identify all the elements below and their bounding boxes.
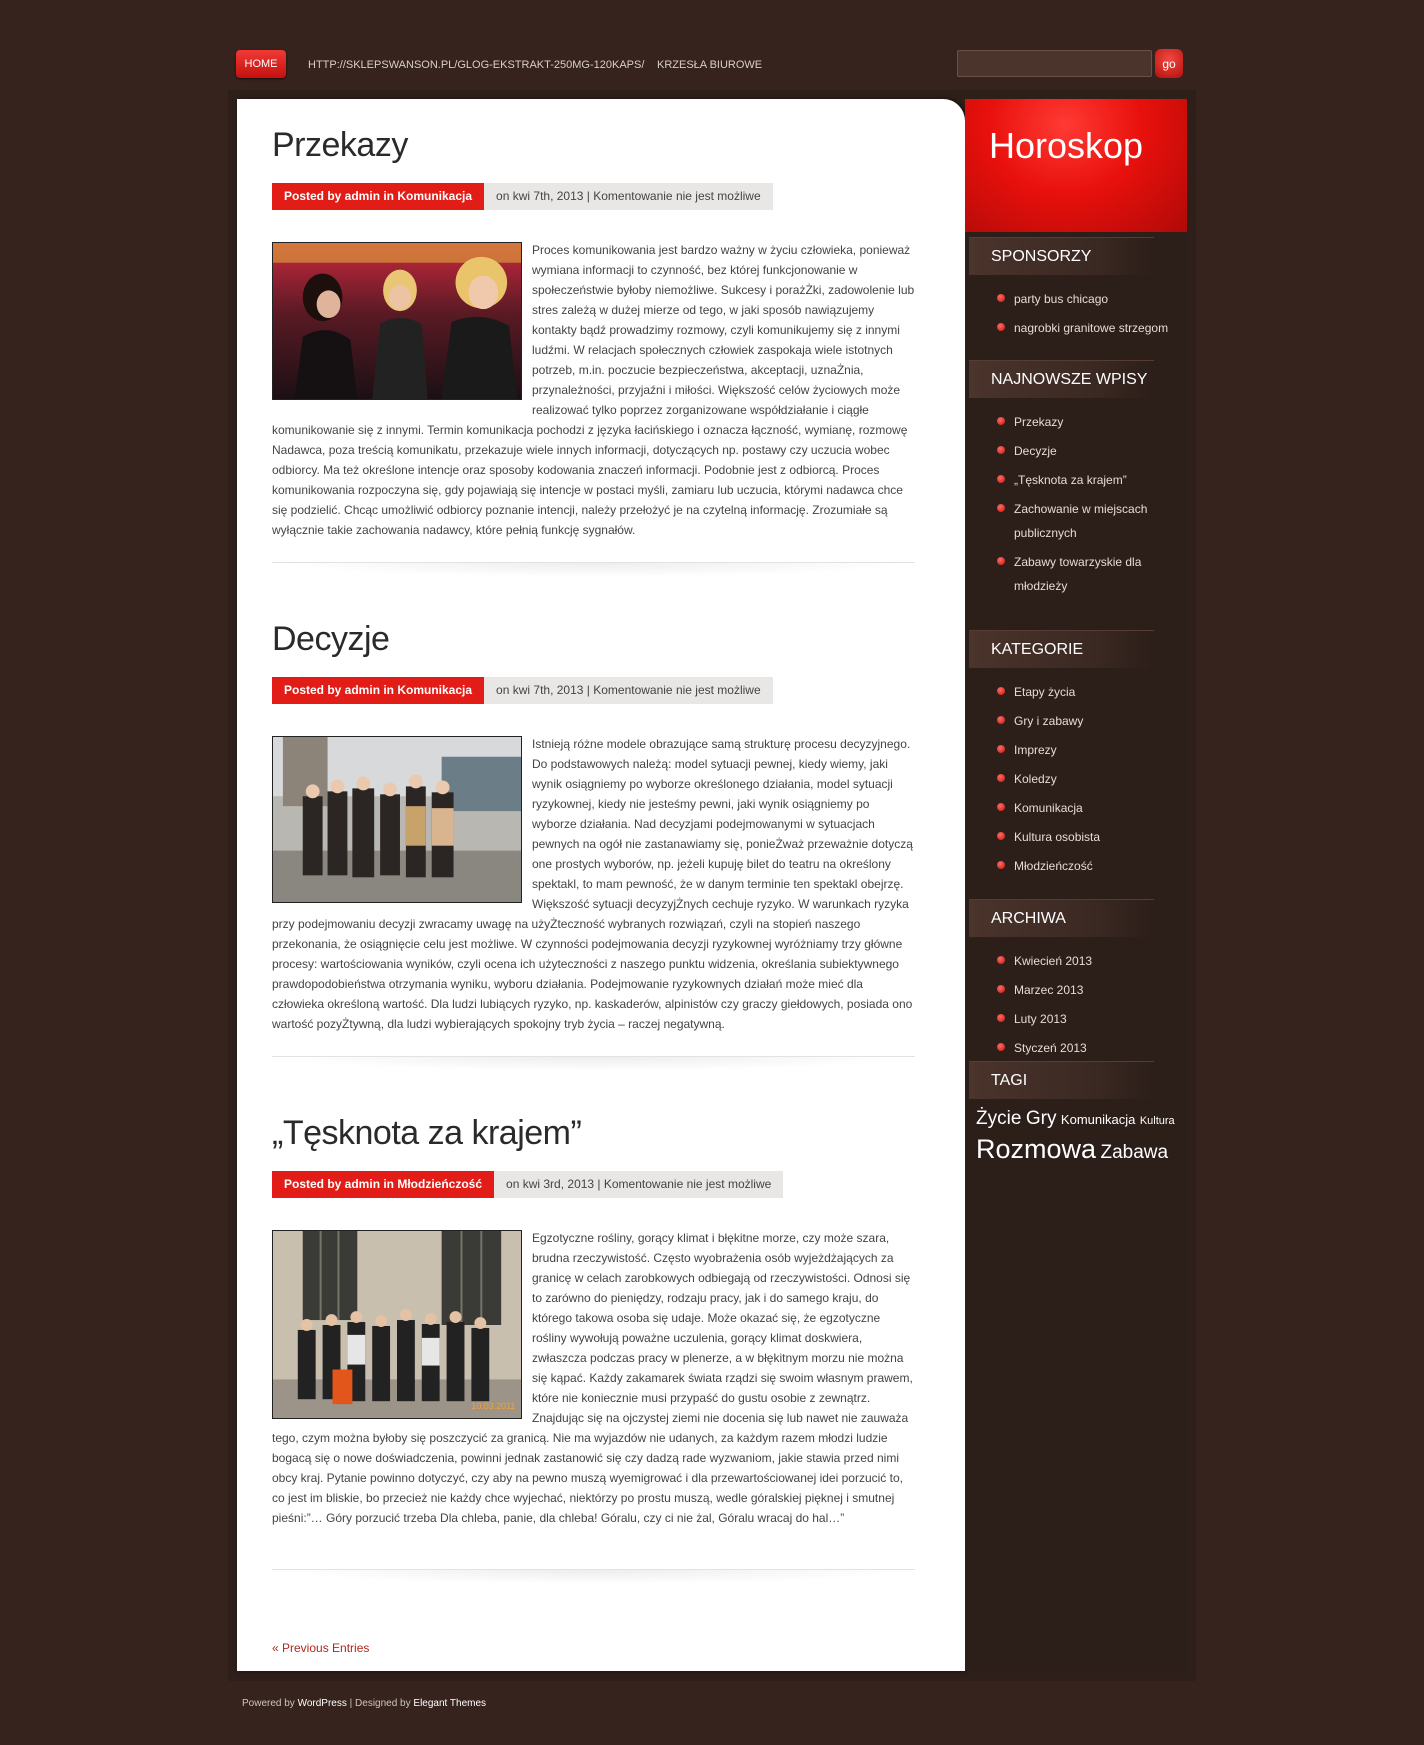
bullet-icon (997, 446, 1005, 454)
post-author-category[interactable]: Posted by admin in Komunikacja (272, 183, 484, 210)
tag-komunikacja[interactable]: Komunikacja (1060, 1112, 1136, 1127)
nav-krzesla-link[interactable]: KRZESŁA BIUROWE (657, 59, 763, 71)
post-author-category[interactable]: Posted by admin in Komunikacja (272, 677, 484, 704)
bullet-icon (997, 985, 1005, 993)
bullet-icon (997, 504, 1005, 512)
bullet-icon (997, 803, 1005, 811)
list-item[interactable]: Komunikacja (997, 796, 1182, 820)
bullet-icon (997, 687, 1005, 695)
site-title[interactable]: Horoskop (989, 125, 1144, 166)
widget-heading-tags: TAGI (969, 1061, 1154, 1099)
bullet-icon (997, 1043, 1005, 1051)
search-input[interactable] (957, 50, 1152, 77)
list-item[interactable]: Gry i zabawy (997, 709, 1182, 733)
post-date-comments: on kwi 7th, 2013 | Komentowanie nie jest możliwe (484, 677, 773, 704)
list-item[interactable]: Luty 2013 (997, 1007, 1182, 1031)
list-item[interactable]: party bus chicago (997, 287, 1182, 311)
list-item[interactable]: Kultura osobista (997, 825, 1182, 849)
footer-elegant-themes-link[interactable]: Elegant Themes (413, 1698, 487, 1709)
footer-powered-prefix: Powered by (242, 1698, 298, 1709)
list-item[interactable]: Koledzy (997, 767, 1182, 791)
post-thumbnail-party[interactable] (272, 242, 522, 400)
top-navigation (0, 0, 1424, 90)
post-decyzje (272, 615, 915, 1034)
bullet-icon (997, 417, 1005, 425)
post-body (272, 1228, 915, 1528)
sidebar (965, 232, 1187, 1671)
travel-photo-icon (273, 1231, 521, 1418)
bullet-icon (997, 557, 1005, 565)
main-content (237, 99, 965, 1671)
post-author-category[interactable]: Posted by admin in Młodzieńczość (272, 1171, 494, 1198)
post-meta (272, 1171, 915, 1198)
widget-heading-recent: NAJNOWSZE WPISY (969, 360, 1154, 398)
recent-posts-list (997, 410, 1182, 598)
tag-cloud (976, 1105, 1181, 1168)
list-item[interactable]: Młodzieńczość (997, 854, 1182, 878)
list-item[interactable]: Kwiecień 2013 (997, 949, 1182, 973)
tag-zycie[interactable]: Życie (976, 1108, 1022, 1129)
list-item[interactable]: nagrobki granitowe strzegom (997, 316, 1182, 340)
bullet-icon (997, 294, 1005, 302)
post-divider (272, 1569, 915, 1584)
party-photo-icon (273, 243, 521, 399)
bullet-icon (997, 861, 1005, 869)
post-title[interactable]: „Tęsknota za krajem” (272, 1114, 582, 1152)
bullet-icon (997, 774, 1005, 782)
bullet-icon (997, 956, 1005, 964)
widget-heading-archives: ARCHIWA (969, 899, 1154, 937)
photo-date-stamp: 10.03.2011 (471, 1401, 516, 1412)
post-text: Istnieją różne modele obrazujące samą strukturę procesu decyzyjnego. Do podstawowych należą: model sytuacji pewnej, kiedy wiemy, jaki wynik osiągniemy po wyborze określonego działania, model sytuacji ryzykownej, kiedy nie jesteśmy pewni, jaki wynik osiągniemy po wyborze działania. Nad decyzjami podejmowanymi w sytuacjach pewnych na ogół nie zastanawiamy się, ponieŻważ przeważnie dotyczą one prostych wyborów, np. jeżeli kupuję bilet do teatru na określony spektakl, to mam pewność, że w danym terminie ten spektakl obejrzę. Większość sytuacji decyzyjŻnych cechuje ryzyko. W warunkach ryzyka przy podejmowaniu decyzji zwracamy uwagę na użyŻteczność wybranych rozwiązań, czyli na stopień naszego przekonania, że osiągnięcie celu jest możliwe. W czynności podejmowania decyzji ryzykownej wyróżniamy trzy główne procesy: wartościowania wyników, czyli ocena ich użyteczności z naszego punktu widzenia, określania subiektywnego prawdopodobieństwa otrzymania wyniku, wyboru działania. Podejmowanie ryzykownych działań może mieć dla człowieka określoną wartość. Dla ludzi lubiących ryzyko, np. kaskaderów, alpinistów czy graczy giełdowych, posiada ono wartość pozyŻtywną, dla ludzi wybierających spokojny tryb życia – raczej negatywną. (272, 737, 913, 1031)
list-item[interactable]: Marzec 2013 (997, 978, 1182, 1002)
group-photo-icon (273, 737, 521, 902)
post-thumbnail-group[interactable] (272, 736, 522, 903)
post-date-comments: on kwi 3rd, 2013 | Komentowanie nie jest możliwe (494, 1171, 783, 1198)
tag-gry[interactable]: Gry (1025, 1108, 1057, 1129)
post-meta (272, 183, 915, 210)
bullet-icon (997, 832, 1005, 840)
post-title[interactable]: Przekazy (272, 126, 408, 164)
list-item[interactable]: Zabawy towarzyskie dla młodzieży (997, 550, 1182, 598)
tag-kultura[interactable]: Kultura (1139, 1115, 1175, 1127)
previous-entries-link[interactable]: « Previous Entries (272, 1641, 370, 1655)
list-item[interactable]: Zachowanie w miejscach publicznych (997, 497, 1182, 545)
footer-designed-prefix: | Designed by (346, 1698, 414, 1709)
widget-heading-categories: KATEGORIE (969, 630, 1154, 668)
tag-rozmowa[interactable]: Rozmowa (976, 1134, 1097, 1164)
post-meta (272, 677, 915, 704)
bullet-icon (997, 475, 1005, 483)
nav-home[interactable]: HOME (236, 50, 286, 78)
post-title[interactable]: Decyzje (272, 620, 390, 658)
post-text: Proces komunikowania jest bardzo ważny w życiu człowieka, ponieważ wymiana informacji to czynność, bez której funkcjonowanie w społeczeństwie byłoby niemożliwe. Sukcesy i porażŻki, zadowolenie lub stres zależą w dużej mierze od tego, w jaki sposób nawiązujemy kontakty bądź prowadzimy rozmowy, czyli komunikujemy się z innymi ludźmi. W relacjach społecznych człowiek zaspokaja wiele istotnych potrzeb, m.in. poczucie bezpieczeństwa, akceptacji, uznaŻnia, przynależności, przyjaźni i miłości. Większość celów życiowych może realizować tylko poprzez zorganizowane współdziałanie i ciągłe komunikowanie się z innymi. Termin komunikacja pochodzi z języka łacińskiego i oznacza łączność, wymianę, rozmowę Nadawca, poza treścią komunikatu, przekazuje wiele innych informacji, dotyczących np. postawy czy uczucia wobec odbiorcy. Ma też określone intencje oraz sposoby kodowania znaczeń informacji. Podobnie jest z odbiorcą. Proces komunikowania rozpoczyna się, gdy pojawiają się intencje w postaci myśli, zamiaru lub uczucia, którymi nadawca chce się podzielić. Chcąc umożliwić odbiorcy poznanie intencji, należy przełożyć je na czytelną informację. Zrozumiałe są wyłącznie takie zachowania nadawcy, które pełnią funkcję sygnałów. (272, 243, 915, 537)
post-body (272, 240, 915, 540)
post-divider (272, 562, 915, 577)
list-item[interactable]: Styczeń 2013 (997, 1036, 1182, 1060)
search-button[interactable]: go (1155, 49, 1183, 78)
bullet-icon (997, 745, 1005, 753)
tag-zabawa[interactable]: Zabawa (1100, 1142, 1169, 1163)
post-text: Egzotyczne rośliny, gorący klimat i błękitne morze, czy może szara, brudna rzeczywistość. Często wyobrażenia osób wyjeżdżających za granicę w celach zarobkowych odbiegają od rzeczywistości. Odnosi się to zarówno do pieniędzy, rodzaju pracy, jak i do samego kraju, do którego takowa osoba się udaje. Może okazać się, że egzotyczne rośliny wywołują poważne uczulenia, gorący klimat doskwiera, zwłaszcza podczas pracy w plenerze, a w błękitnym morzu nie można się kąpać. Każdy zakamarek świata rządzi się swoim własnym prawem, które nie koniecznie musi przypaść do gustu osobie z zewnątrz. Znajdując się na ojczystej ziemi nie docenia się lub nawet nie zauważa tego, czym można byłoby się poszczycić za granicą. Nie ma wyjazdów nie udanych, za każdym razem młodzi ludzie bogacą się o nowe doświadczenia, powinni jednak zastanowić się czy dadzą rade wyzwaniom, jakie stawia przed nimi obcy kraj. Pytanie powinno dotyczyć, czy aby na pewno muszą wyemigrować i dla przewartościowanej idei porzucić to, co jest im bliskie, bo przecież nie każdy chce wyjechać, niektórzy po prostu muszą, wedle góralskiej pięknej i smutnej pieśni:”… Góry porzucić trzeba Dla chleba, panie, dla chleba! Góralu, czy ci nie żal, Góralu wracaj do hal…” (272, 1231, 913, 1525)
list-item[interactable]: Przekazy (997, 410, 1182, 434)
archives-list (997, 949, 1182, 1060)
post-date-comments: on kwi 7th, 2013 | Komentowanie nie jest możliwe (484, 183, 773, 210)
post-przekazy (272, 121, 915, 540)
footer-wordpress-link[interactable]: WordPress (297, 1698, 347, 1709)
footer (242, 1698, 486, 1709)
bullet-icon (997, 716, 1005, 724)
post-thumbnail-travel[interactable] (272, 1230, 522, 1419)
list-item[interactable]: Decyzje (997, 439, 1182, 463)
post-body (272, 734, 915, 1034)
post-tesknota (272, 1109, 915, 1528)
sponsors-list (997, 287, 1182, 340)
list-item[interactable]: Etapy życia (997, 680, 1182, 704)
nav-glog-link[interactable]: HTTP://SKLEPSWANSON.PL/GLOG-EKSTRAKT-250MG-120KAPS/ (308, 59, 645, 71)
widget-heading-sponsors: SPONSORZY (969, 237, 1154, 275)
bullet-icon (997, 1014, 1005, 1022)
categories-list (997, 680, 1182, 878)
post-divider (272, 1056, 915, 1071)
bullet-icon (997, 323, 1005, 331)
list-item[interactable]: „Tęsknota za krajem” (997, 468, 1182, 492)
list-item[interactable]: Imprezy (997, 738, 1182, 762)
sidebar-header (965, 99, 1187, 232)
